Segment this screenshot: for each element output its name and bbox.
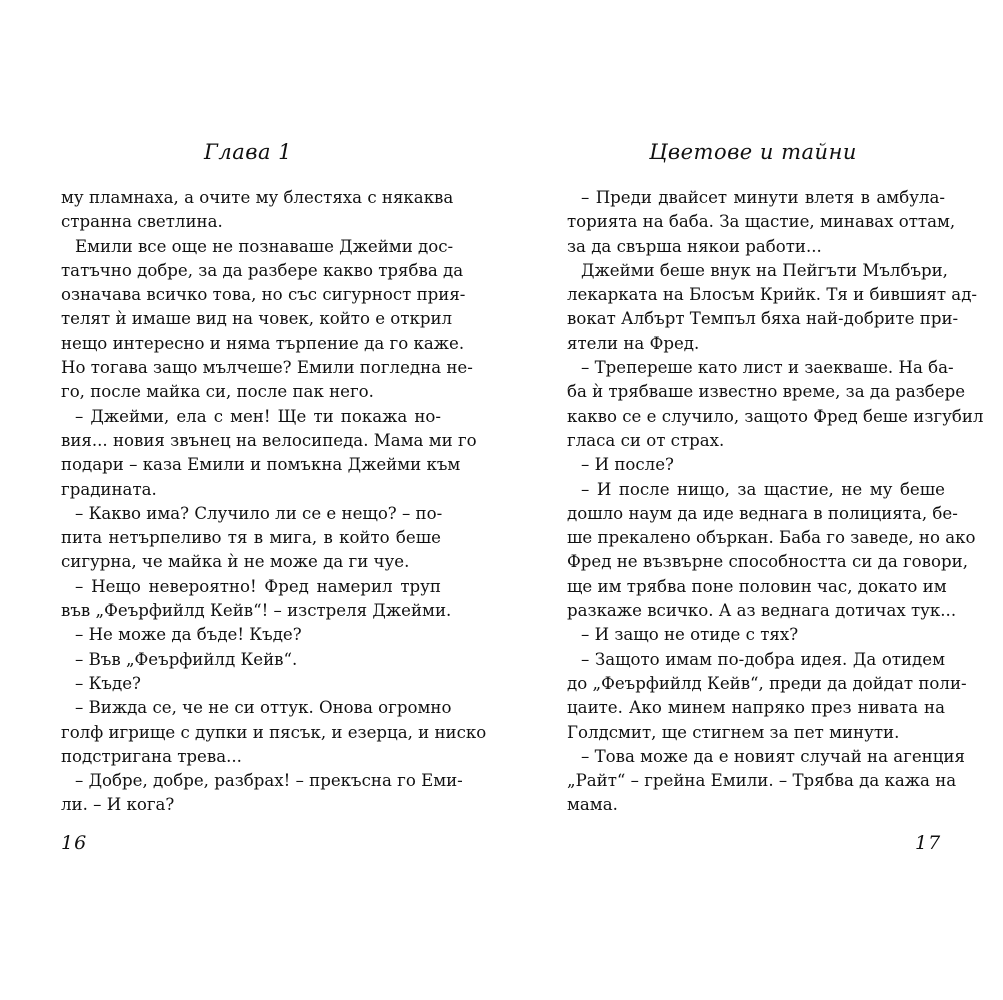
- text-line: вокат Албърт Темпъл бяха най-добрите при-: [567, 309, 959, 329]
- text-line: до „Феърфийлд Кейв“, преди да дойдат поли-: [567, 673, 967, 693]
- text-line: разкаже всичко. А аз веднага дотичах тук...: [567, 601, 957, 621]
- text-line: мама.: [567, 795, 618, 815]
- text-line: Емили все още не познаваше Джейми дос-: [75, 236, 454, 256]
- text-line: – Нещо невероятно! Фред намерил труп: [75, 576, 441, 596]
- text-line: – Трепереше като лист и заекваше. На ба-: [581, 358, 954, 378]
- text-line: лекарката на Блосъм Крийк. Тя и бившият ад-: [567, 285, 978, 305]
- text-line: ще им трябва поне половин час, докато им: [567, 576, 947, 596]
- text-line: – И защо не отиде с тях?: [581, 625, 799, 645]
- right-body-text: [567, 186, 984, 818]
- text-line: Но тогава защо мълчеше? Емили погледна не-: [61, 358, 473, 378]
- text-line: подари – каза Емили и помъкна Джейми към: [61, 455, 461, 475]
- text-line: пита нетърпеливо тя в мига, в който беше: [61, 528, 441, 548]
- text-line: вия... новия звънец на велосипеда. Мама ми го: [61, 430, 477, 450]
- text-line: – Добре, добре, разбрах! – прекъсна го Еми-: [75, 771, 463, 791]
- text-line: Фред не възвърне способността си да говори,: [567, 552, 968, 572]
- text-line: му пламнаха, а очите му блестяха с някаква: [61, 188, 454, 207]
- text-line: – Това може да е новият случай на агенция: [581, 746, 965, 766]
- text-line: – Какво има? Случило ли се е нещо? – по-: [75, 503, 443, 523]
- text-line: дошло наум да иде веднага в полицията, бе-: [567, 503, 958, 523]
- text-line: градината.: [61, 479, 157, 499]
- text-line: телят ѝ имаше вид на човек, който е открил: [61, 309, 453, 329]
- text-line: във „Феърфийлд Кейв“! – изстреля Джейми.: [61, 601, 452, 621]
- page-number: 16: [61, 832, 88, 854]
- text-line: ба ѝ трябваше известно време, за да разбере: [567, 382, 966, 402]
- text-line: гласа си от страх.: [567, 430, 725, 450]
- book-title-header: Цветове и тайни: [649, 140, 857, 164]
- text-line: ше прекалено объркан. Баба го заведе, но ако: [567, 528, 976, 548]
- text-line: „Райт“ – грейна Емили. – Трябва да кажа на: [567, 771, 957, 791]
- text-line: ли. – И кога?: [61, 795, 175, 815]
- text-line: торията на баба. За щастие, минавах оттам,: [567, 212, 956, 232]
- right-page: [500, 0, 1000, 1000]
- text-line: подстригана трева...: [61, 746, 242, 766]
- text-line: – И после нищо, за щастие, не му беше: [581, 479, 945, 499]
- left-body-text: [61, 186, 487, 818]
- text-line: какво се е случило, защото Фред беше изгубил: [567, 406, 984, 426]
- text-line: нещо интересно и няма търпение да го каже.: [61, 333, 465, 353]
- text-line: цаите. Ако минем напряко през нивата на: [567, 698, 945, 718]
- text-line: – Защото имам по-добра идея. Да отидем: [581, 649, 945, 669]
- text-line: – Преди двайсет минути влетя в амбула-: [581, 188, 945, 207]
- text-line: – Виждa се, че не си оттук. Онова огромно: [75, 698, 452, 718]
- page-number: 17: [915, 832, 942, 854]
- text-line: Голдсмит, ще стигнем за пет минути.: [567, 722, 900, 742]
- text-line: за да свърша някои работи...: [567, 236, 822, 256]
- text-line: голф игрище с дупки и пясък, и езерца, и ниско: [61, 722, 487, 742]
- text-line: – Във „Феърфийлд Кейв“.: [75, 649, 298, 669]
- text-line: означава всичко това, но със сигурност прия-: [61, 285, 466, 305]
- chapter-header: Глава 1: [203, 140, 293, 164]
- text-line: – И после?: [581, 455, 674, 475]
- text-line: татъчно добре, за да разбере какво трябва да: [61, 260, 464, 280]
- text-line: странна светлина.: [61, 212, 223, 232]
- text-line: – Къде?: [75, 673, 141, 693]
- left-page: [0, 0, 500, 1000]
- text-line: го, после майка си, после пак него.: [61, 382, 374, 402]
- text-line: Джейми беше внук на Пейгъти Мълбъри,: [581, 260, 948, 280]
- text-line: сигурна, че майка ѝ не може да ги чуе.: [61, 552, 410, 572]
- text-line: – Не може да бъде! Къде?: [75, 625, 302, 645]
- text-line: – Джейми, ела с мен! Ще ти покажа но-: [75, 406, 441, 426]
- text-line: ятели на Фред.: [567, 333, 700, 353]
